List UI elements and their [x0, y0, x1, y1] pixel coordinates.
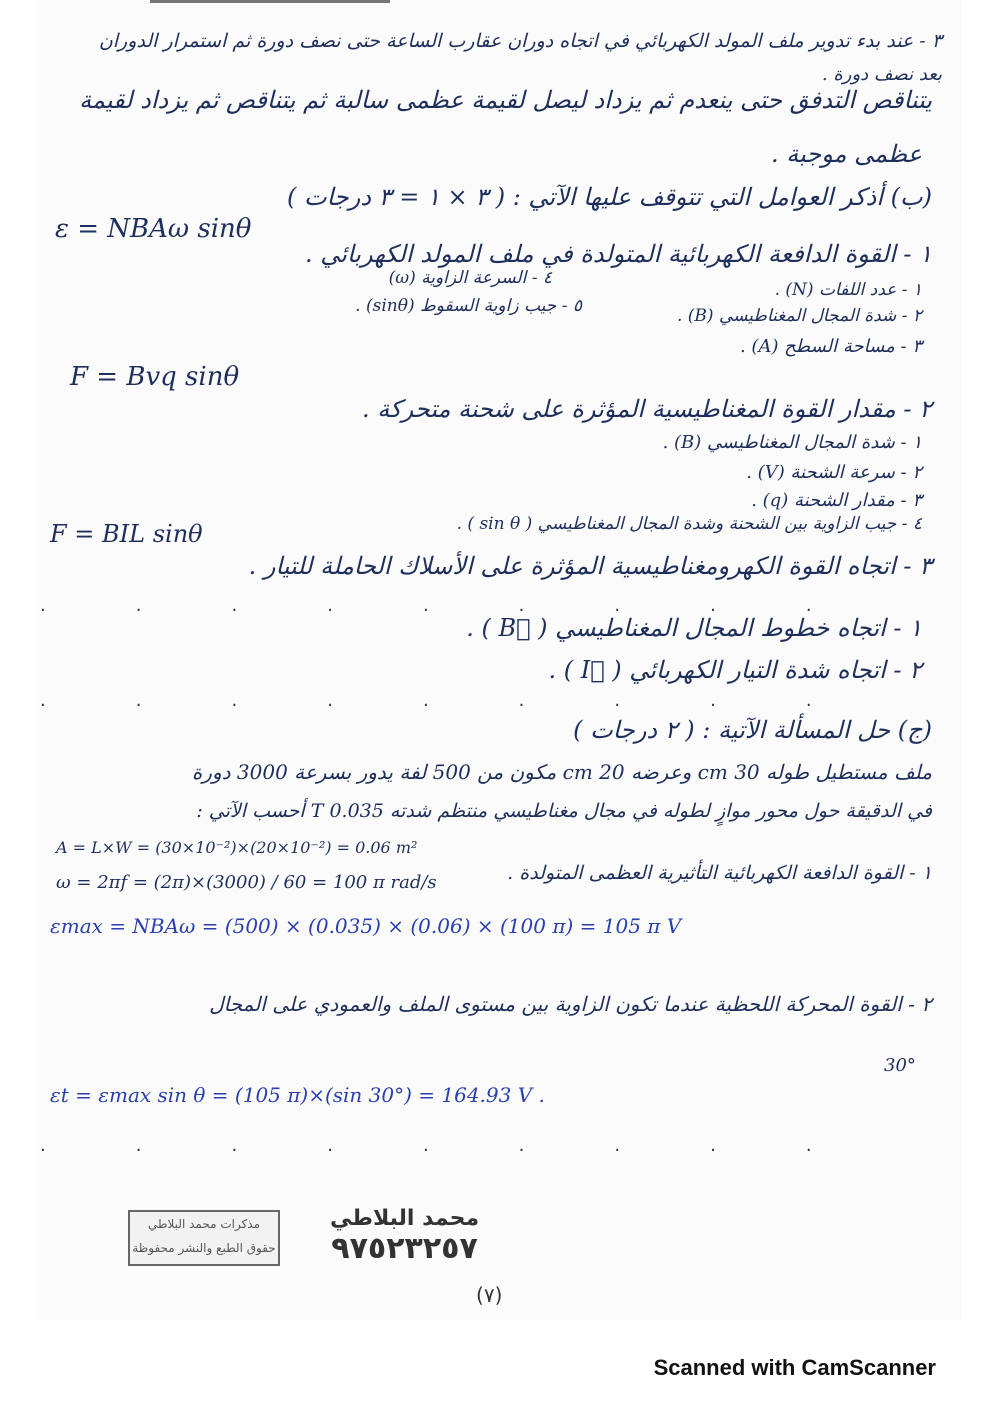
- q1-label: ١ - القوة الدافعة الكهربائية التأثيرية العظمى المتولدة .: [507, 862, 932, 884]
- page-number: (٧): [476, 1283, 503, 1307]
- problem-line2: في الدقيقة حول محور موازٍ لطوله في مجال مغناطيسي منتظم شدته 0.035 T أحسب الآتي :: [196, 800, 932, 822]
- paragraph3-line3: يتناقص التدفق حتى ينعدم ثم يزداد ليصل لقيمة عظمى سالبة ثم يتناقص ثم يزداد لقيمة: [79, 86, 932, 114]
- copyright-stamp: [128, 1210, 280, 1266]
- q2-item-2: ٢ - سرعة الشحنة (V) .: [746, 462, 922, 483]
- calc-et: εt = εmax sin θ = (105 π)×(sin 30°) = 164.93 V .: [50, 1083, 545, 1107]
- calc-emax: εmax = NBAω = (500) × (0.035) × (0.06) × (100 π) = 105 π V: [50, 914, 682, 938]
- paragraph3-line1: ٣ - عند بدء تدوير ملف المولد الكهربائي في اتجاه دوران عقارب الساعة حتى نصف دورة ثم استمرار الدوران: [98, 30, 942, 52]
- signature-phone: ٩٧٥٢٣٢٥٧: [331, 1231, 478, 1266]
- q1-item-3: ٣ - مساحة السطح (A) .: [739, 336, 922, 357]
- formula-emf: ε = NBAω sinθ: [55, 214, 252, 244]
- q1-item-4: ٤ - السرعة الزاوية (ω): [388, 268, 552, 288]
- q3-item-2: ٢ - اتجاه شدة التيار الكهربائي ( I⃗ ) .: [548, 656, 922, 684]
- formula-wire-force: F = BIL sinθ: [50, 520, 203, 548]
- q2-item-3: ٣ - مقدار الشحنة (q) .: [751, 490, 922, 511]
- signature-name: محمد البلاطي: [330, 1206, 480, 1231]
- q2-item-1: ١ - شدة المجال المغناطيسي (B) .: [662, 432, 922, 453]
- q1-item-2: ٢ - شدة المجال المغناطيسي (B) .: [676, 306, 922, 326]
- camscanner-watermark: Scanned with CamScanner: [653, 1355, 936, 1380]
- dotted-line: . . . . . . . . .: [40, 690, 812, 711]
- problem-line1: ملف مستطيل طوله 30 cm وعرضه 20 cm مكون من 500 لفة يدور بسرعة 3000 دورة: [191, 760, 932, 784]
- calc-area: A = L×W = (30×10⁻²)×(20×10⁻²) = 0.06 m²: [56, 838, 418, 857]
- author-signature: [330, 1206, 479, 1266]
- q2-label: ٢ - القوة المحركة اللحظية عندما تكون الزاوية بين مستوى الملف والعمودي على المجال: [209, 992, 932, 1016]
- q1-item-5: ٥ - جيب زاوية السقوط (sinθ) .: [355, 296, 582, 316]
- q2-title: ٢ - مقدار القوة المغناطيسية المؤثرة على شحنة متحركة .: [362, 395, 932, 423]
- q3-item-1: ١ - اتجاه خطوط المجال المغناطيسي ( B⃗ ) .: [466, 614, 922, 642]
- paragraph3-line2: بعد نصف دورة .: [821, 64, 942, 85]
- section-c-heading: (ج) حل المسألة الآتية : ( ٢ درجات ): [573, 716, 932, 744]
- dotted-line: . . . . . . . . .: [40, 595, 812, 616]
- top-edge-line: [150, 0, 390, 3]
- q3-title: ٣ - اتجاه القوة الكهرومغناطيسية المؤثرة على الأسلاك الحاملة للتيار .: [248, 552, 932, 580]
- q1-item-1: ١ - عدد اللفات (N) .: [774, 280, 922, 300]
- paragraph3-line4: عظمى موجبة .: [771, 140, 922, 168]
- stamp-line2: حقوق الطبع والنشر محفوظة: [132, 1241, 276, 1255]
- q1-title: ١ - القوة الدافعة الكهربائية المتولدة في ملف المولد الكهربائي .: [305, 240, 932, 268]
- section-b-heading: (ب) أذكر العوامل التي تتوقف عليها الآتي : ( ٣ × ١ = ٣ درجات ): [287, 183, 932, 211]
- q2-angle: 30°: [884, 1055, 916, 1076]
- formula-magnetic-force: F = Bvq sinθ: [70, 362, 240, 392]
- calc-omega: ω = 2πf = (2π)×(3000) / 60 = 100 π rad/s: [56, 872, 437, 893]
- dotted-line: . . . . . . . . .: [40, 1135, 812, 1156]
- q2-item-4: ٤ - جيب الزاوية بين الشحنة وشدة المجال المغناطيسي ( sin θ ) .: [456, 514, 922, 534]
- stamp-line1: مذكرات محمد البلاطي: [147, 1217, 261, 1231]
